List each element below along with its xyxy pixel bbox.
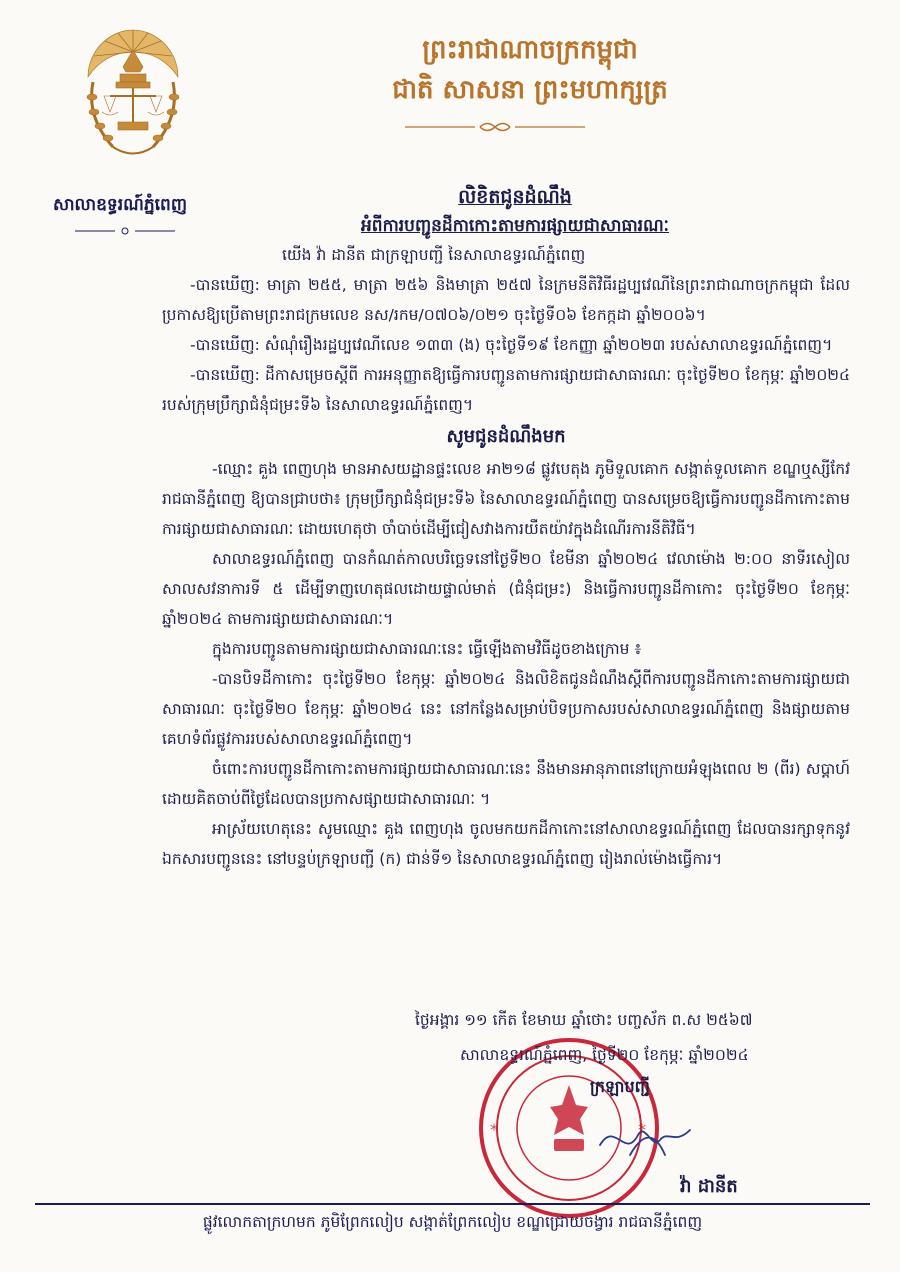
handwritten-signature (590, 1100, 700, 1170)
place-and-date: សាលាឧទ្ធរណ៍ភ្នំពេញ, ថ្ងៃទី២០ ខែកុម្ភៈ ឆ្នាំ២០២៤ (460, 1046, 749, 1064)
divider-ornament (405, 120, 585, 134)
svg-text:*: * (490, 1120, 498, 1139)
kingdom-name: ព្រះរាជាណាចក្រកម្ពុជា (422, 35, 638, 65)
signer-name: វ៉ា ដានីត (680, 1176, 738, 1197)
document-body (162, 240, 850, 874)
body-paragraph: ចំពោះការបញ្ជូនដីកាកោះតាមការផ្សាយជាសាធារណៈនេះ នឹងមានអានុភាពនៅក្រោយអំឡុងពេល ២ (ពីរ) សប្តាហ៍ ដោយគិតចាប់ពីថ្ងៃដែលបានប្រកាសផ្សាយជាសាធារណៈ ។ (162, 760, 850, 808)
national-motto: ជាតិ សាសនា ព្រះមហាក្សត្រ (392, 75, 668, 105)
court-emblem-icon (78, 22, 188, 172)
document-subtitle: អំពីការបញ្ជូនដីកាកោះតាមការផ្សាយជាសាធារណៈ (360, 216, 669, 236)
intro-line: យើង វ៉ា ដានីត ជាក្រឡាបញ្ជី នៃសាលាឧទ្ធរណ៍ភ្នំពេញ (282, 246, 586, 264)
document-title: លិខិតជូនដំណឹង (458, 186, 572, 208)
body-paragraph: -ឈ្មោះ គួង ពេញហុង មានអាសយដ្ឋានផ្ទះលេខ អា២១៨ ផ្លូវបេតុង ភូមិទួលគោក សង្កាត់ទួលគោក ខណ្ឌឬស្សីកែវ រាជធានីភ្នំពេញ ឱ្យបានជ្រាបថា៖ ក្រុមប្រឹក្សាជំនុំជម្រះទី៦ នៃសាលាឧទ្ធរណ៍ភ្នំពេញ បានសម្រេចឱ្យធ្វើការបញ្ជូនដីកាកោះតាមការផ្សាយជាសាធារណៈ ដោយហេតុថា ចាំបាច់ដើម្បីជៀសវាងការយឺតយ៉ាវក្នុងដំណើរការនីតិវិធី។ (162, 460, 850, 538)
consideration-item: -បានឃើញ: សំណុំរឿងរដ្ឋប្បវេណីលេខ ១៣៣ (ង) ចុះថ្ងៃទី១៩ ខែកញ្ញា ឆ្នាំ២០២៣ របស់សាលាឧទ្ធរណ៍ភ្នំពេញ។ (190, 336, 833, 354)
divider-ornament (75, 226, 175, 236)
notice-heading: សូមជូនដំណឹងមក (446, 426, 566, 447)
body-paragraph: ក្នុងការបញ្ជូនតាមការផ្សាយជាសាធារណៈនេះ ធ្វើឡើងតាមវិធីដូចខាងក្រោម ៖ (212, 640, 642, 658)
body-paragraph: សាលាឧទ្ធរណ៍ភ្នំពេញ បានកំណត់កាលបរិច្ឆេទនៅថ្ងៃទី២០ ខែមីនា ឆ្នាំ២០២៤ វេលាម៉ោង ២:០០ នាទីរសៀល សាលសវនាការទី ៥ ដើម្បីទាញហេតុផលដោយផ្ទាល់មាត់ (ជំនុំជម្រះ) និងធ្វើការបញ្ជូនដីកាកោះ ចុះថ្ងៃទី២០ ខែកុម្ភៈ ឆ្នាំ២០២៤ តាមការផ្សាយជាសាធារណៈ។ (162, 550, 850, 628)
body-paragraph: អាស្រ័យហេតុនេះ សូមឈ្មោះ គួង ពេញហុង ចូលមកយកដីកាកោះនៅសាលាឧទ្ធរណ៍ភ្នំពេញ ដែលបានរក្សាទុកនូវឯកសារបញ្ជូននេះ នៅបន្ទប់ក្រឡាបញ្ជី (ក) ជាន់ទី១ នៃសាលាឧទ្ធរណ៍ភ្នំពេញ រៀងរាល់ម៉ោងធ្វើការ។ (162, 820, 850, 868)
lunar-date: ថ្ងៃអង្គារ ១១ កើត ខែមាឃ ឆ្នាំថោះ បញ្ចស័ក ព.ស ២៥៦៧ (415, 1011, 753, 1029)
consideration-item: -បានឃើញ: មាត្រា ២៥៥, មាត្រា ២៥៦ និងមាត្រា ២៥៧ នៃក្រមនីតិវិធីរដ្ឋប្បវេណីនៃព្រះរាជាណាចក្រកម្ពុជា ដែលប្រកាសឱ្យប្រើតាមព្រះរាជក្រមលេខ នស/រកម/០៧០៦/០២១ ចុះថ្ងៃទី០៦ ខែកក្កដា ឆ្នាំ២០០៦។ (162, 276, 850, 324)
footer-divider (35, 1203, 870, 1205)
kingdom-header (330, 30, 730, 110)
title-block (210, 182, 820, 240)
signer-title: ក្រឡាបញ្ជី (590, 1077, 650, 1096)
body-paragraph: -បានបិទដីកាកោះ ចុះថ្ងៃទី២០ ខែកុម្ភៈ ឆ្នាំ២០២៤ និងលិខិតជូនដំណឹងស្តីពីការបញ្ជូនដីកាកោះតាមការផ្សាយជាសាធារណៈ ចុះថ្ងៃទី២០ ខែកុម្ភៈ ឆ្នាំ២០២៤ នេះ នៅកន្លែងសម្រាប់បិទប្រកាសរបស់សាលាឧទ្ធរណ៍ភ្នំពេញ និងផ្សាយតាមគេហទំព័រផ្លូវការរបស់សាលាឧទ្ធរណ៍ភ្នំពេញ។ (162, 670, 850, 748)
footer-address: ផ្លូវលោកតាក្រហមក ភូមិព្រែកលៀប សង្កាត់ព្រែកលៀប ខណ្ឌជ្រោយចង្វារ រាជធានីភ្នំពេញ (202, 1213, 703, 1231)
consideration-item: -បានឃើញ: ដីកាសម្រេចស្តីពី ការអនុញ្ញាតឱ្យធ្វើការបញ្ជូនតាមការផ្សាយជាសាធារណៈ ចុះថ្ងៃទី២០ ខែកុម្ភៈ ឆ្នាំ២០២៤ របស់ក្រុមប្រឹក្សាជំនុំជម្រះទី៦ នៃសាលាឧទ្ធរណ៍ភ្នំពេញ។ (162, 366, 850, 414)
svg-text:*: * (638, 1120, 646, 1139)
court-name: សាលាឧទ្ធរណ៍ភ្នំពេញ (52, 195, 188, 215)
